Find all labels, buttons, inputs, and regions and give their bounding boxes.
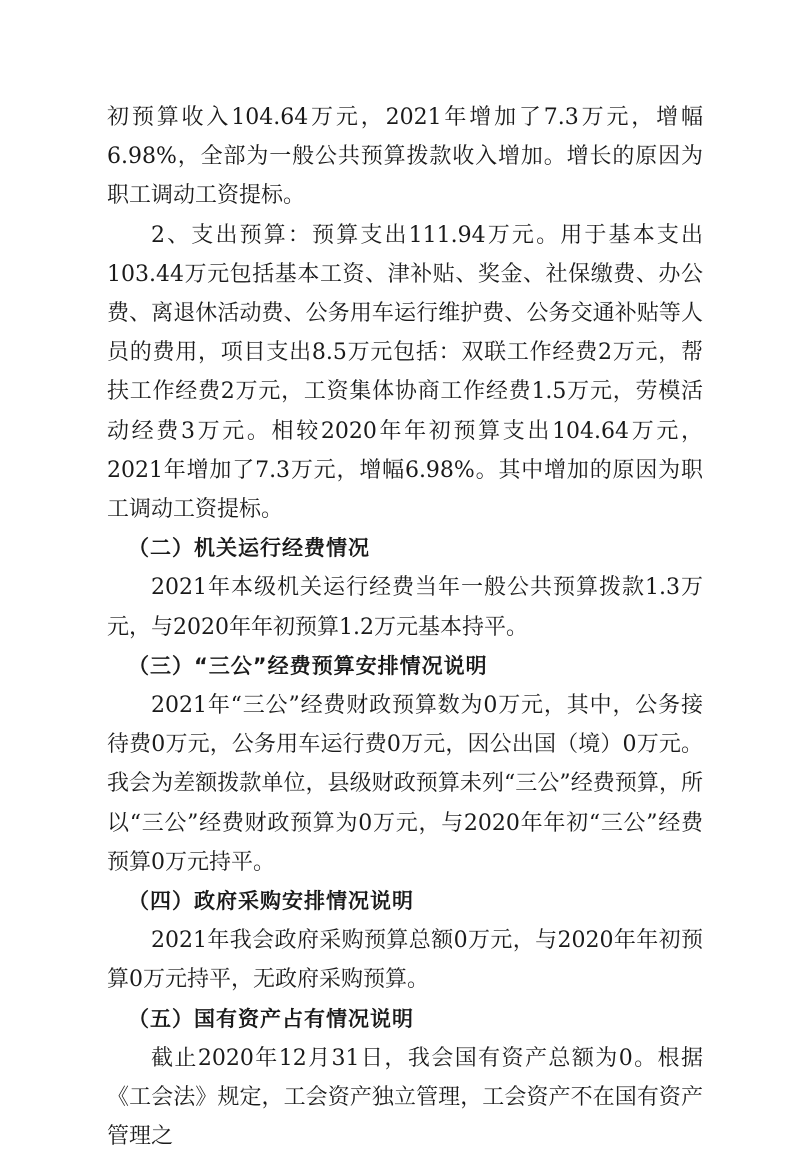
heading-operating-expenses: （二）机关运行经费情况 bbox=[128, 536, 370, 561]
paragraph-three-public-expenses: 2021年“三公”经费财政预算数为0万元，其中，公务接待费0万元，公务用车运行费0万元，因公出国（境）0万元。我会为差额拨款单位，县级财政预算未列“三公”经费预算，所以“三公”经费财政预算为0万元，与2020年年初“三公”经费预算0万元持平。 bbox=[107, 693, 703, 875]
heading-government-procurement: （四）政府采购安排情况说明 bbox=[128, 889, 414, 914]
paragraph-state-assets: 截止2020年12月31日，我会国有资产总额为0。根据《工会法》规定，工会资产独立管理，工会资产不在国有资产管理之 bbox=[107, 1045, 703, 1150]
paragraph-government-procurement: 2021年我会政府采购预算总额0万元，与2020年年初预算0万元持平，无政府采购预算。 bbox=[107, 928, 703, 993]
heading-three-public-expenses: （三）“三公”经费预算安排情况说明 bbox=[128, 653, 488, 678]
document-body bbox=[107, 98, 703, 1156]
paragraph-operating-expenses: 2021年本级机关运行经费当年一般公共预算拨款1.3万元，与2020年年初预算1.2万元基本持平。 bbox=[107, 575, 703, 640]
paragraph-expenditure-budget: 2、支出预算：预算支出111.94万元。用于基本支出103.44万元包括基本工资、津补贴、奖金、社保缴费、办公费、离退休活动费、公务用车运行维护费、公务交通补贴等人员的费用，项目支出8.5万元包括：双联工作经费2万元，帮扶工作经费2万元，工资集体协商工作经费1.5万元，劳模活动经费3万元。相较2020年年初预算支出104.64万元，2021年增加了7.3万元，增幅6.98%。其中增加的原因为职工调动工资提标。 bbox=[107, 222, 703, 523]
heading-state-assets: （五）国有资产占有情况说明 bbox=[128, 1006, 414, 1031]
paragraph-income-continued: 初预算收入104.64万元，2021年增加了7.3万元，增幅6.98%，全部为一般公共预算拨款收入增加。增长的原因为职工调动工资提标。 bbox=[107, 105, 703, 209]
